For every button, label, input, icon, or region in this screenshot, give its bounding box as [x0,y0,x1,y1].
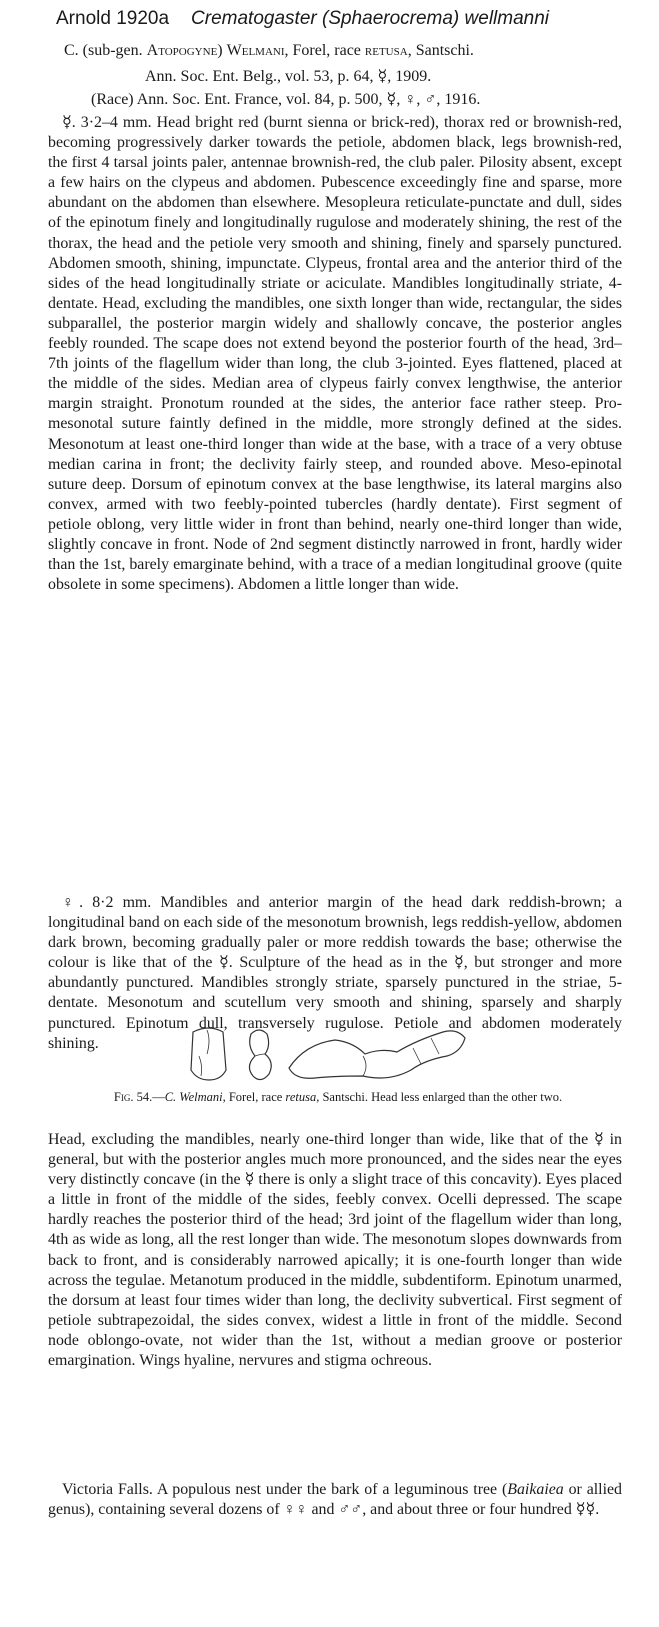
reference-2: (Race) Ann. Soc. Ent. France, vol. 84, p. 500, ☿, ♀, ♂, 1916. [91,91,481,108]
caption-race: retusa [285,1090,317,1104]
title-species: Welmani [226,42,285,59]
caption-mid: , Forel, race [222,1090,286,1104]
worker-description: ☿. 3·2–4 mm. Head bright red (burnt sienna or brick-red), thorax red or brownish-red, becoming progressively darker towards the petiole, abdomen black, legs brownish-red, the first 4 tarsal joints paler, antennae brownish-red, the club paler. Pilosity absent, except a few hairs on the clypeus and abdomen. Pubescence exceedingly fine and sparse, more abundant on the abdomen than elsewhere. Mesopleura reticulate-punctate and dull, sides of the epinotum finely and longitudinally rugulose and moderately shining, the rest of the thorax, the head and the petiole very smooth and shining, finely and sparsely punctured. Abdomen smooth, shining, impunctate. Clypeus, frontal area and the anterior third of the sides of the head longitudinally striate or aciculate. Mandibles longitudinally striate, 4-dentate. Head, excluding the mandibles, one sixth longer than wide, rectangular, the sides subparallel, the posterior margin widely and shallowly concave, the posterior angles feebly rounded. The scape does not extend beyond the posterior fourth of the head, 3rd–7th joints of the flagellum wider than long, the club 3-jointed. Eyes flattened, placed at the middle of the sides. Median area of clypeus fairly convex lengthwise, the anterior margin straight. Pronotum rounded at the sides, the anterior face rather steep. Pro-mesonotal suture faintly defined in the middle, more strongly defined at the sides. Mesonotum at least one-third longer than wide at the base, with a trace of a very obtuse median carina in front; the declivity fairly steep, and rounded above. Meso-epinotal suture deep. Dorsum of epinotum convex at the base lengthwise, its lateral margins also convex, armed with two feebly-pointed tubercles (hardly dentate). First segment of petiole oblong, very little wider in front than behind, nearly one-third longer than wide, slightly concave in front. Node of 2nd segment distinctly narrowed in front, hardly wider than the 1st, barely emarginate behind, with a trace of a median longitudinal groove (quite obsolete in some specimens). Abdomen a little longer than wide. [48,114,622,594]
header-taxon: Crematogaster (Sphaerocrema) wellmanni [191,8,550,29]
locality-text-2: or allied genus), containing several dozens of ♀♀ and ♂♂, and about three or four hundred ☿☿. [48,1481,623,1519]
figure-caption [108,1090,568,1104]
female-description: ♀. 8·2 mm. Mandibles and anterior margin of the head dark reddish-brown; a longitudinal band on each side of the mesonotum brownish, legs reddish-yellow, abdomen dark brown, becoming gradually paler or more reddish towards the base; otherwise the colour is like that of the ☿. Sculpture of the head as in the ☿, but stronger and more abundantly punctured. Mandibles strongly striate, sparsely punctured in the striae, 5-dentate. Mesonotum and scutellum very smooth and shining, sparsely and sharply punctured. Epinotum dull, transversely rugulose. Petiole and abdomen moderately shining. [48,894,623,1052]
title-prefix: C. (sub-gen. [64,42,147,59]
title-middle2: , Forel, race [284,42,365,59]
female-description-continued: Head, excluding the mandibles, nearly one-third longer than wide, like that of the ☿ in general, but with the posterior angles much more pronounced, and the sides near the eyes very distinctly concave (in the ☿ there is only a slight trace of this concavity). Eyes placed a little in front of the middle of the sides, feebly convex. Ocelli depressed. The scape hardly reaches the posterior third of the head; 3rd joint of the flagellum wider than long, 4th as wide as long, all the rest longer than wide. The mesonotum slopes downwards from back to front, and is considerably narrowed apically; it is one-fourth longer than wide across the tegulae. Metanotum produced in the middle, subdentiform. Epinotum unarmed, the dorsum at least four times wider than long, the declivity subvertical. First segment of petiole subtrapezoidal, the sides convex, widest a little in front of the middle. Second node oblongo-ovate, not wider than the 1st, without a median groove or posterior emargination. Wings hyaline, nervures and stigma ochreous. [48,1131,622,1370]
thorax-profile-drawing [289,1031,465,1078]
title-suffix: , Santschi. [407,42,474,59]
title-subgenus: Atopogyne [146,42,218,59]
title-middle1: ) [217,42,227,59]
locality-text-1: Victoria Falls. A populous nest under the bark of a leguminous tree ( [62,1481,508,1498]
title-race: retusa [364,42,408,59]
caption-label: Fig. 54. [113,1090,153,1104]
figure-54 [185,1026,475,1084]
page-header [56,8,646,38]
caption-species: C. Welmani [164,1090,223,1104]
locality-genus: Baikaiea [507,1481,564,1498]
locality-paragraph [48,1480,622,1520]
caption-rest: , Santschi. Head less enlarged than the other two. [316,1090,563,1104]
reference-1: Ann. Soc. Ent. Belg., vol. 53, p. 64, ☿, 1909. [145,68,432,85]
header-author-year: Arnold 1920a [56,8,170,29]
species-title [64,42,644,60]
caption-sep: — [152,1090,165,1104]
figure-54-drawing [185,1026,475,1084]
